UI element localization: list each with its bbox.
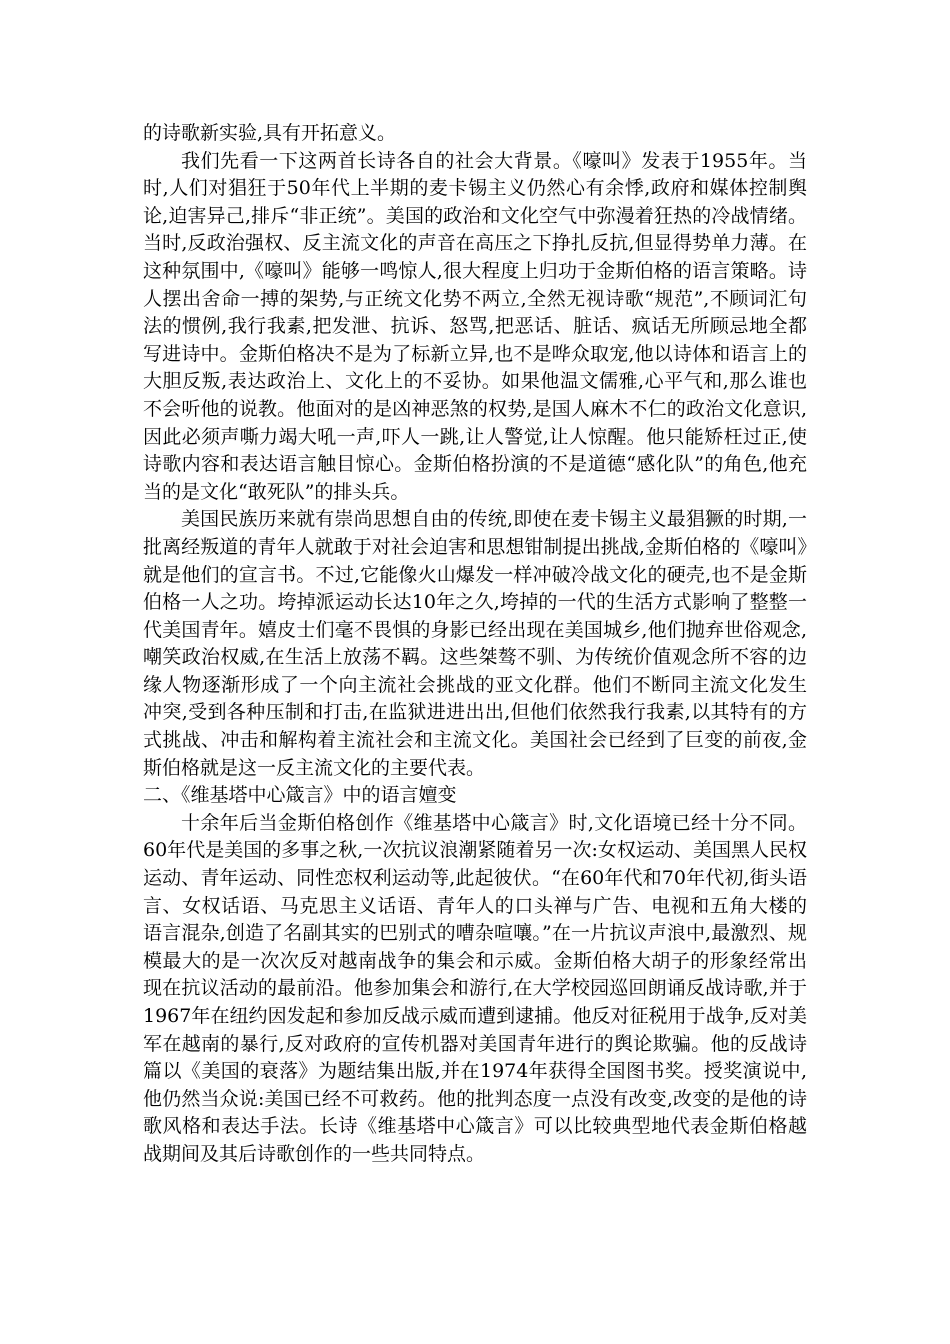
paragraph-1: 的诗歌新实验,具有开拓意义。 — [143, 122, 397, 144]
paragraph-3: 美国民族历来就有崇尚思想自由的传统,即使在麦卡锡主义最猖獗的时期,一批离经叛道的青年人就敢于对社会迫害和思想钳制提出挑战,金斯伯格的《嚎叫》就是他们的宣言书。不过,它能像火山爆发一样冲破冷战文化的硬壳,也不是金斯伯格一人之功。垮掉派运动长达10年之久,垮掉的一代的生活方式影响了整整一代美国青年。嬉皮士们毫不畏惧的身影已经出现在美国城乡,他们抛弃世俗观念,嘲笑政治权威,在生活上放荡不羁。这些桀骜不驯、为传统价值观念所不容的边缘人物逐渐形成了一个向主流社会挑战的亚文化群。他们不断同主流文化发生冲突,受到各种压制和打击,在监狱进进出出,但他们依然我行我素,以其特有的方式挑战、冲击和解构着主流社会和主流文化。美国社会已经到了巨变的前夜,金斯伯格就是这一反主流文化的主要代表。 — [143, 508, 807, 779]
paragraph-4: 十余年后当金斯伯格创作《维基塔中心箴言》时,文化语境已经十分不同。60年代是美国的多事之秋,一次抗议浪潮紧随着另一次:女权运动、美国黑人民权运动、青年运动、同性恋权利运动等,此起彼伏。“在60年代和70年代初,街头语言、女权话语、马克思主义话语、青年人的口头禅与广告、电视和五角大楼的语言混杂,创造了名副其实的巴别式的嘈杂喧嚷。”在一片抗议声浪中,最激烈、规模最大的是一次次反对越南战争的集会和示威。金斯伯格大胡子的形象经常出现在抗议活动的最前沿。他参加集会和游行,在大学校园巡回朗诵反战诗歌,并于1967年在纽约因发起和参加反战示威而遭到逮捕。他反对征税用于战争,反对美军在越南的暴行,反对政府的宣传机器对美国青年进行的舆论欺骗。他的反战诗篇以《美国的衰落》为题结集出版,并在1974年获得全国图书奖。授奖演说中,他仍然当众说:美国已经不可救药。他的批判态度一点没有改变,改变的是他的诗歌风格和表达手法。长诗《维基塔中心箴言》可以比较典型地代表金斯伯格越战期间及其后诗歌创作的一些共同特点。 — [143, 811, 807, 1165]
document-page — [143, 120, 807, 1169]
paragraph-2: 我们先看一下这两首长诗各自的社会大背景。《嚎叫》发表于1955年。当时,人们对猖狂于50年代上半期的麦卡锡主义仍然心有余悸,政府和媒体控制舆论,迫害异己,排斥“非正统”。美国的政治和文化空气中弥漫着狂热的冷战情绪。当时,反政治强权、反主流文化的声音在高压之下挣扎反抗,但显得势单力薄。在这种氛围中,《嚎叫》能够一鸣惊人,很大程度上归功于金斯伯格的语言策略。诗人摆出舍命一搏的架势,与正统文化势不两立,全然无视诗歌“规范”,不顾词汇句法的惯例,我行我素,把发泄、抗诉、怒骂,把恶话、脏话、疯话无所顾忌地全都写进诗中。金斯伯格决不是为了标新立异,也不是哗众取宠,他以诗体和语言上的大胆反叛,表达政治上、文化上的不妥协。如果他温文儒雅,心平气和,那么谁也不会听他的说教。他面对的是凶神恶煞的权势,是国人麻木不仁的政治文化意识,因此必须声嘶力竭大吼一声,吓人一跳,让人警觉,让人惊醒。他只能矫枉过正,使诗歌内容和表达语言触目惊心。金斯伯格扮演的不是道德“感化队”的角色,他充当的是文化“敢死队”的排头兵。 — [143, 149, 807, 503]
section-heading: 二、《维基塔中心箴言》中的语言嬗变 — [143, 784, 457, 807]
